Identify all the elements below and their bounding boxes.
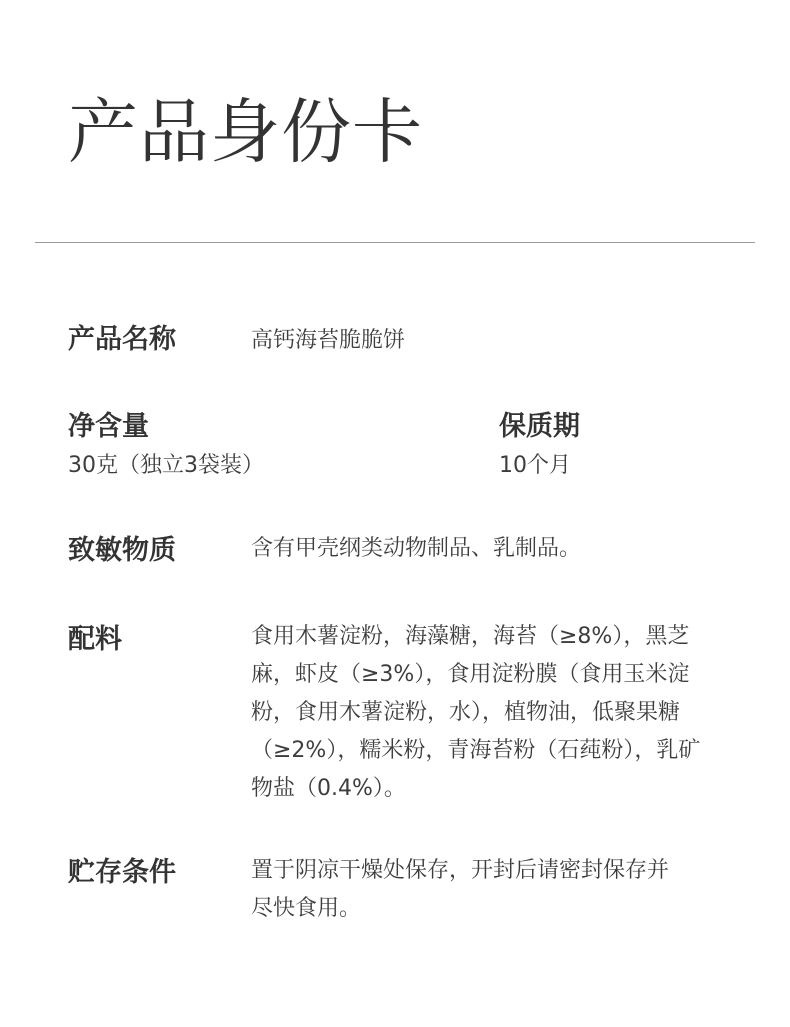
shelf-life-value: 10个月 (499, 453, 571, 478)
page-title: 产品身份卡 (68, 91, 423, 173)
storage-line: 置于阴凉干燥处保存，开封后请密封保存并 (251, 858, 670, 883)
divider (35, 242, 755, 243)
product-name-label: 产品名称 (68, 324, 176, 355)
ingredients-line: 麻，虾皮（≥3%），食用淀粉膜（食用玉米淀 (251, 662, 690, 687)
allergens-value: 含有甲壳纲类动物制品、乳制品。 (251, 536, 582, 561)
ingredients-line: （≥2%），糯米粉，青海苔粉（石莼粉），乳矿 (251, 738, 701, 763)
net-content-label: 净含量 (68, 411, 149, 442)
product-name-value: 高钙海苔脆脆饼 (251, 328, 406, 353)
storage-label: 贮存条件 (68, 857, 176, 888)
shelf-life-label: 保质期 (499, 411, 580, 442)
ingredients-line: 粉，食用木薯淀粉，水），植物油，低聚果糖 (251, 700, 681, 725)
ingredients-line: 物盐（0.4%）。 (251, 776, 406, 801)
net-content-value: 30克（独立3袋装） (68, 453, 264, 478)
allergens-label: 致敏物质 (68, 535, 176, 566)
ingredients-line: 食用木薯淀粉，海藻糖，海苔（≥8%），黑芝 (251, 624, 690, 649)
ingredients-label: 配料 (68, 624, 122, 655)
storage-line: 尽快食用。 (251, 896, 362, 921)
